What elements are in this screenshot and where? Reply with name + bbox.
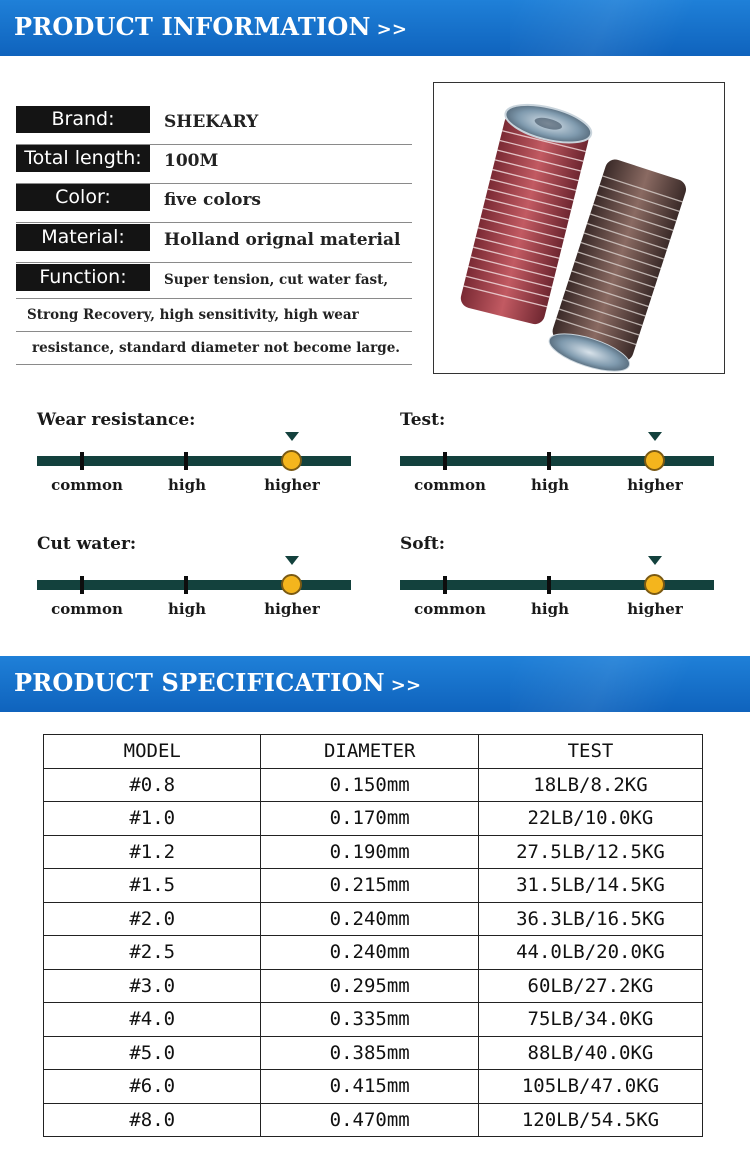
function-value-line1: Super tension, cut water fast,: [164, 272, 389, 288]
pointer-icon: [285, 556, 299, 565]
table-row: [44, 969, 703, 1003]
brand-value: SHEKARY: [164, 112, 259, 132]
brand-label: Brand:: [16, 106, 150, 133]
level-higher: higher: [627, 476, 683, 494]
level-common: common: [414, 476, 486, 494]
function-label: Function:: [16, 264, 150, 291]
fishing-line-spools-image: [434, 83, 724, 373]
level-common: common: [51, 600, 123, 618]
cell-diameter: 0.215mm: [261, 869, 478, 903]
table-row: [44, 902, 703, 936]
rating-soft: [400, 534, 720, 624]
rating-tick: [80, 576, 84, 594]
rating-track: [37, 456, 351, 466]
table-row: [44, 1103, 703, 1137]
rating-label: Cut water:: [37, 534, 137, 554]
function-value-line2: Strong Recovery, high sensitivity, high wear: [27, 307, 359, 323]
rating-tick: [80, 452, 84, 470]
level-high: high: [168, 476, 206, 494]
level-marker: [644, 450, 665, 471]
cell-diameter: 0.190mm: [261, 835, 478, 869]
material-label: Material:: [16, 224, 150, 251]
cell-model: #0.8: [44, 768, 261, 802]
cell-model: #5.0: [44, 1036, 261, 1070]
table-row: [44, 835, 703, 869]
level-higher: higher: [264, 600, 320, 618]
cell-test: 31.5LB/14.5KG: [478, 869, 702, 903]
table-header-row: [44, 735, 703, 769]
rating-tick: [547, 452, 551, 470]
cell-model: #2.0: [44, 902, 261, 936]
pointer-icon: [648, 556, 662, 565]
header-test: TEST: [478, 735, 702, 769]
rating-track: [400, 580, 714, 590]
cell-diameter: 0.240mm: [261, 936, 478, 970]
function-row: [16, 264, 412, 302]
product-specification-banner: [0, 656, 750, 712]
header-model: MODEL: [44, 735, 261, 769]
cell-model: #4.0: [44, 1003, 261, 1037]
cell-model: #8.0: [44, 1103, 261, 1137]
cell-model: #3.0: [44, 969, 261, 1003]
cell-test: 22LB/10.0KG: [478, 802, 702, 836]
banner-title: PRODUCT INFORMATION >>: [14, 12, 408, 41]
rating-tick: [547, 576, 551, 594]
rating-label: Wear resistance:: [37, 410, 196, 430]
cell-model: #1.2: [44, 835, 261, 869]
rating-cut-water: [37, 534, 357, 624]
cell-diameter: 0.150mm: [261, 768, 478, 802]
rating-test: [400, 410, 720, 500]
rating-label: Soft:: [400, 534, 446, 554]
cell-test: 120LB/54.5KG: [478, 1103, 702, 1137]
color-row: [16, 184, 412, 223]
table-row: [44, 768, 703, 802]
table-row: [44, 869, 703, 903]
length-label: Total length:: [16, 145, 150, 172]
brand-row: [16, 106, 412, 145]
level-higher: higher: [627, 600, 683, 618]
level-high: high: [531, 476, 569, 494]
level-common: common: [51, 476, 123, 494]
pointer-icon: [648, 432, 662, 441]
length-row: [16, 145, 412, 184]
function-value-line3: resistance, standard diameter not become large.: [32, 340, 401, 356]
cell-test: 60LB/27.2KG: [478, 969, 702, 1003]
product-information-banner: [0, 0, 750, 56]
cell-diameter: 0.415mm: [261, 1070, 478, 1104]
rating-wear-resistance: [37, 410, 357, 500]
table-row: [44, 802, 703, 836]
material-value: Holland orignal material: [164, 230, 401, 250]
cell-test: 88LB/40.0KG: [478, 1036, 702, 1070]
cell-model: #1.0: [44, 802, 261, 836]
cell-diameter: 0.240mm: [261, 902, 478, 936]
color-label: Color:: [16, 184, 150, 211]
material-row: [16, 224, 412, 263]
table-row: [44, 1003, 703, 1037]
cell-model: #1.5: [44, 869, 261, 903]
level-marker: [281, 574, 302, 595]
banner-title: PRODUCT SPECIFICATION >>: [14, 668, 422, 697]
rating-tick: [184, 452, 188, 470]
table-row: [44, 936, 703, 970]
product-photo: [433, 82, 725, 374]
cell-model: #6.0: [44, 1070, 261, 1104]
pointer-icon: [285, 432, 299, 441]
rating-tick: [184, 576, 188, 594]
cell-diameter: 0.385mm: [261, 1036, 478, 1070]
cell-test: 75LB/34.0KG: [478, 1003, 702, 1037]
cell-test: 27.5LB/12.5KG: [478, 835, 702, 869]
table-row: [44, 1070, 703, 1104]
level-high: high: [168, 600, 206, 618]
rating-tick: [443, 576, 447, 594]
level-marker: [281, 450, 302, 471]
length-value: 100M: [164, 151, 219, 171]
cell-diameter: 0.470mm: [261, 1103, 478, 1137]
cell-diameter: 0.170mm: [261, 802, 478, 836]
rating-track: [400, 456, 714, 466]
level-high: high: [531, 600, 569, 618]
specification-table: [43, 734, 703, 1137]
cell-diameter: 0.295mm: [261, 969, 478, 1003]
rating-label: Test:: [400, 410, 446, 430]
rating-track: [37, 580, 351, 590]
cell-test: 44.0LB/20.0KG: [478, 936, 702, 970]
rating-tick: [443, 452, 447, 470]
cell-test: 36.3LB/16.5KG: [478, 902, 702, 936]
cell-diameter: 0.335mm: [261, 1003, 478, 1037]
header-diameter: DIAMETER: [261, 735, 478, 769]
cell-model: #2.5: [44, 936, 261, 970]
color-value: five colors: [164, 190, 261, 210]
level-common: common: [414, 600, 486, 618]
cell-test: 105LB/47.0KG: [478, 1070, 702, 1104]
level-marker: [644, 574, 665, 595]
cell-test: 18LB/8.2KG: [478, 768, 702, 802]
table-row: [44, 1036, 703, 1070]
level-higher: higher: [264, 476, 320, 494]
